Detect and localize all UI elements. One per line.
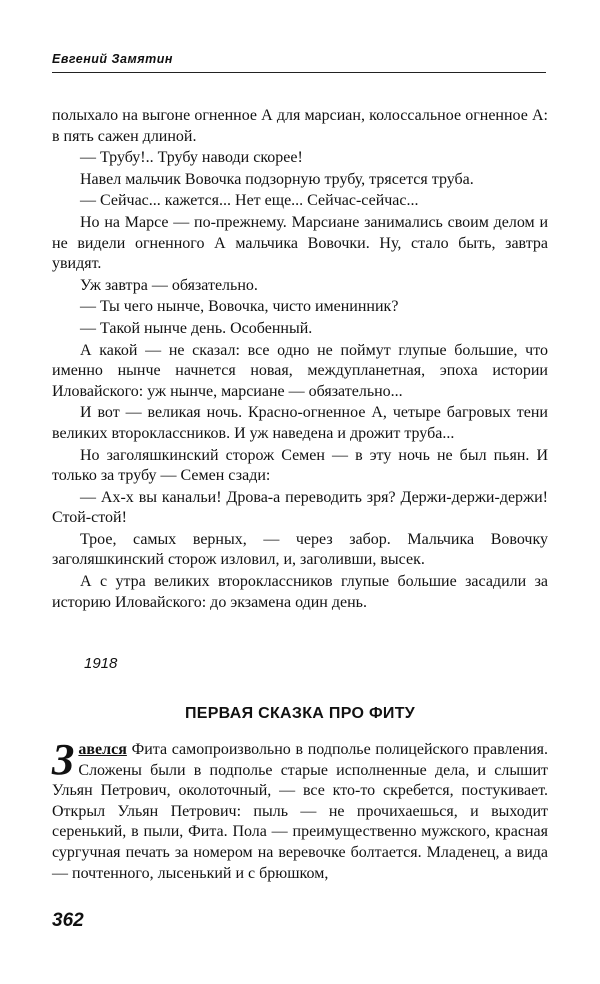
page-number: 362	[52, 910, 84, 931]
date-line: 1918	[84, 655, 118, 672]
paragraph: Трое, самых верных, — через забор. Мальчика Вовочку заголяшкинский сторож изловил, и, заголивши, высек.	[52, 530, 548, 569]
paragraph: А какой — не сказал: все одно не поймут глупые большие, что именно нынче начнется новая, междупланетная, эпоха истории Иловайского: уж нынче, марсиане — обязательно...	[52, 341, 548, 400]
paragraph: Уж завтра — обязательно.	[80, 276, 258, 294]
paragraph: — Такой нынче день. Особенный.	[80, 319, 313, 337]
section-title: ПЕРВАЯ СКАЗКА ПРО ФИТУ	[184, 705, 416, 722]
paragraph: — Сейчас... кажется... Нет еще... Сейчас-сейчас...	[80, 192, 419, 210]
body-text	[52, 106, 548, 614]
story-text: Фита самопроизвольно в подполье полицейского правления. Сложены были в подполье старые исполненные дела, и слышит Ульян Петрович, околоточный, — все кто-то скребется, постукивает. Открыл Ульян Петрович: пыль — не прочихаешься, и выходит серенький, в пыли, Фита. Пола — преимущественно мужского, красная сургучная печать за номером на веревочке болтается. Младенец, а вида — почтенного, лысенький и с брюшком,	[52, 741, 548, 882]
paragraph: полыхало на выгоне огненное А для марсиан, колоссальное огненное А: в пять сажен длиной.	[52, 107, 548, 145]
story-first-word: авелся	[78, 741, 127, 758]
paragraph: Но заголяшкинский сторож Семен — в эту ночь не был пьян. И только за трубу — Семен сзади:	[52, 446, 548, 485]
running-head-author: Евгений Замятин	[52, 52, 173, 66]
paragraph: — Трубу!.. Трубу наводи скорее!	[80, 149, 303, 167]
paragraph: А с утра великих второклассников глупые большие засадили за историю Иловайского: до экзамена один день.	[52, 573, 548, 611]
paragraph: И вот — великая ночь. Красно-огненное А, четыре багровых тени великих второклассников. И уж наведена и дрожит труба...	[52, 404, 548, 442]
paragraph: Но на Марсе — по-прежнему. Марсиане занимались своим делом и не видели огненного А мальчика Вовочки. Ну, стало быть, завтра увидят.	[52, 213, 548, 273]
drop-cap: З	[52, 735, 75, 784]
paragraph: Навел мальчик Вовочка подзорную трубу, трясется труба.	[80, 170, 474, 188]
paragraph: — Ты чего нынче, Вовочка, чисто именинник?	[80, 298, 399, 316]
header-rule	[52, 72, 546, 73]
paragraph: — Ах-х вы канальи! Дрова-а переводить зря? Держи-держи-держи! Стой-стой!	[52, 488, 548, 527]
story-opening	[52, 735, 548, 884]
